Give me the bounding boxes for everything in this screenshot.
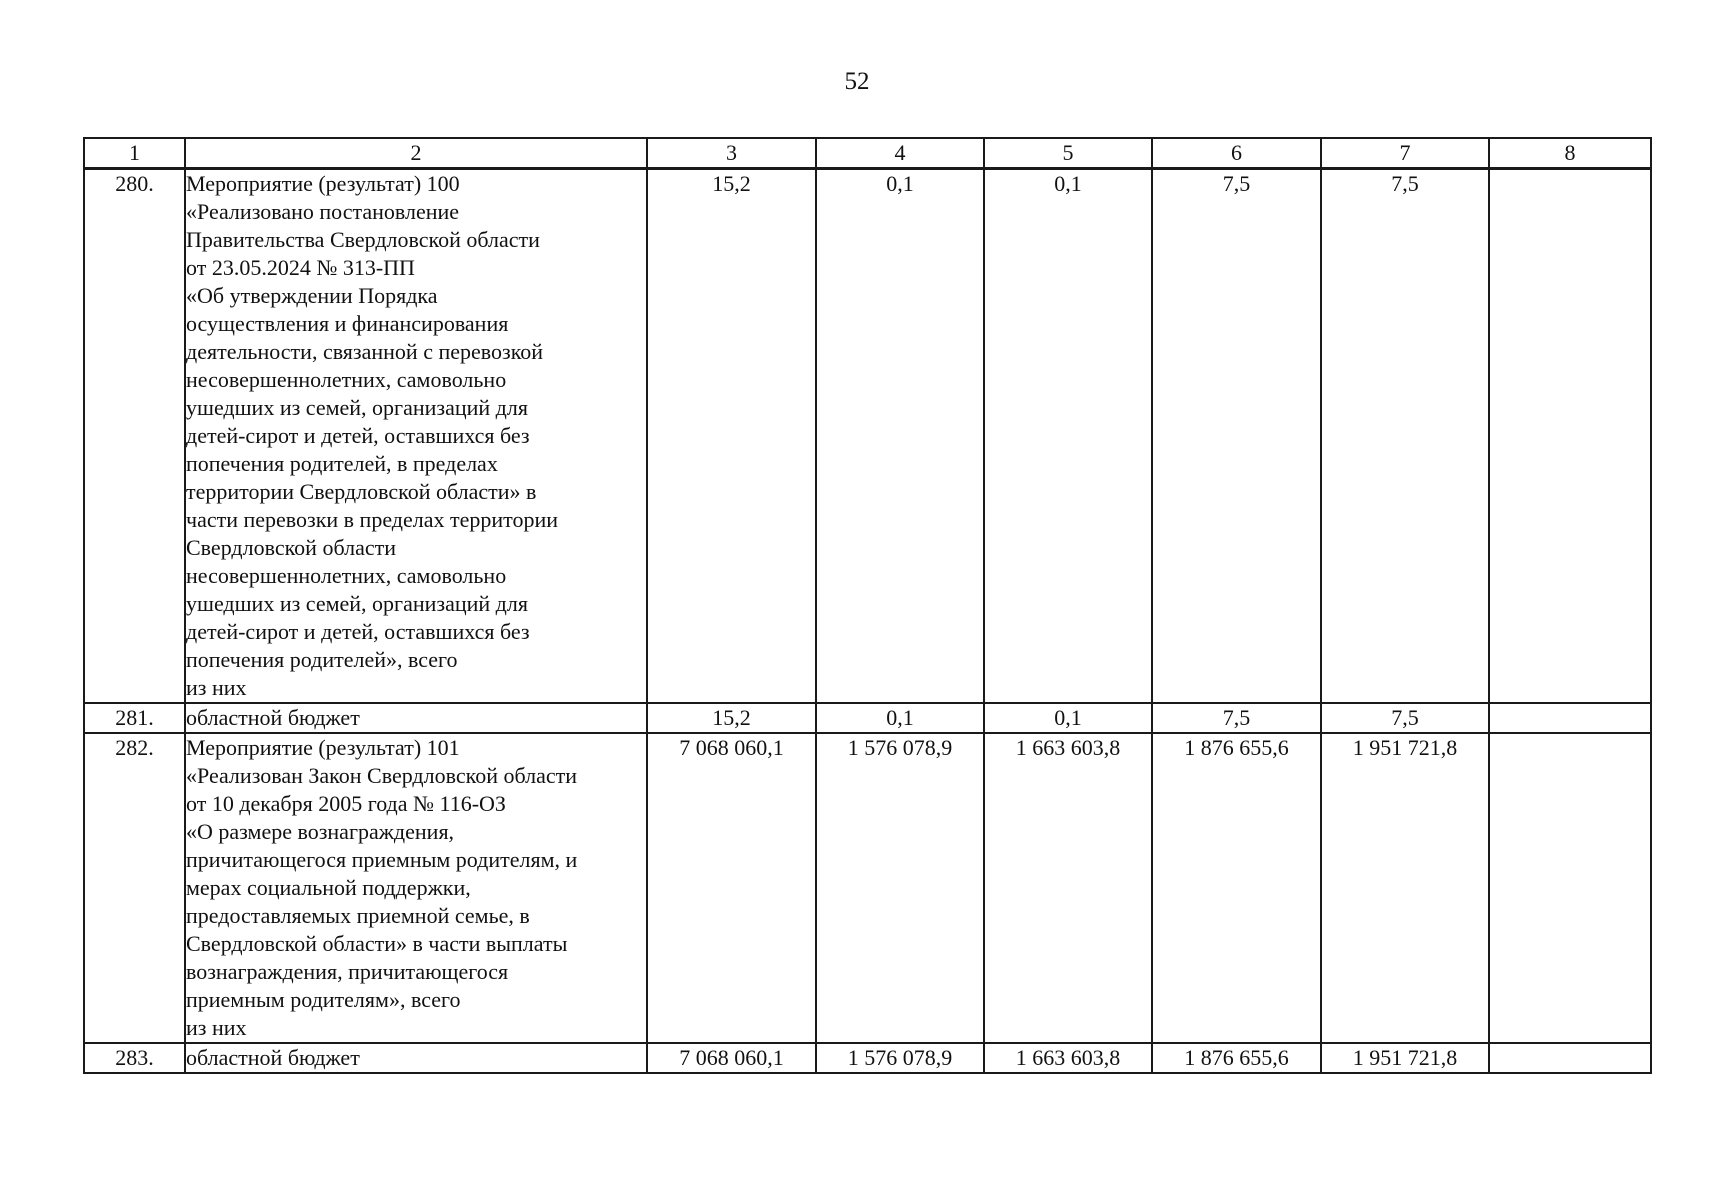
row-value-col-4: 1 576 078,9 (816, 1043, 984, 1073)
row-description: Мероприятие (результат) 101 «Реализован Закон Свердловской области от 10 декабря 2005 года № 116-ОЗ «О размере вознаграждения, причитающегося приемным родителям, и мерах социальной поддержки, предоставляемых приемной семье, в Свердловской области» в части выплаты вознаграждения, причитающегося приемным родителям», всего из них (185, 733, 647, 1043)
row-value-col-8 (1489, 703, 1651, 733)
row-value-col-5: 0,1 (984, 703, 1152, 733)
table-row (84, 703, 1651, 733)
table-header (84, 138, 1651, 169)
row-description: областной бюджет (185, 703, 647, 733)
row-number: 280. (84, 169, 185, 704)
row-value-col-4: 0,1 (816, 169, 984, 704)
row-description: Мероприятие (результат) 100 «Реализовано постановление Правительства Свердловской области от 23.05.2024 № 313-ПП «Об утверждении Порядка осуществления и финансирования деятельности, связанной с перевозкой несовершеннолетних, самовольно ушедших из семей, организаций для детей-сирот и детей, оставшихся без попечения родителей, в пределах территории Свердловской области» в части перевозки в пределах территории Свердловской области несовершеннолетних, самовольно ушедших из семей, организаций для детей-сирот и детей, оставшихся без попечения родителей», всего из них (185, 169, 647, 704)
header-col-4: 4 (816, 138, 984, 169)
table-row (84, 1043, 1651, 1073)
table-row (84, 169, 1651, 704)
row-description: областной бюджет (185, 1043, 647, 1073)
row-value-col-6: 7,5 (1152, 169, 1321, 704)
row-value-col-3: 15,2 (647, 703, 816, 733)
row-value-col-8 (1489, 733, 1651, 1043)
row-value-col-8 (1489, 169, 1651, 704)
row-number: 282. (84, 733, 185, 1043)
row-value-col-5: 1 663 603,8 (984, 733, 1152, 1043)
header-col-8: 8 (1489, 138, 1651, 169)
row-value-col-6: 7,5 (1152, 703, 1321, 733)
header-col-3: 3 (647, 138, 816, 169)
header-col-7: 7 (1321, 138, 1489, 169)
row-value-col-3: 7 068 060,1 (647, 1043, 816, 1073)
table-row (84, 733, 1651, 1043)
row-value-col-5: 1 663 603,8 (984, 1043, 1152, 1073)
row-value-col-6: 1 876 655,6 (1152, 1043, 1321, 1073)
row-value-col-7: 7,5 (1321, 703, 1489, 733)
row-number: 281. (84, 703, 185, 733)
row-value-col-7: 7,5 (1321, 169, 1489, 704)
header-col-5: 5 (984, 138, 1152, 169)
row-value-col-5: 0,1 (984, 169, 1152, 704)
row-value-col-3: 15,2 (647, 169, 816, 704)
row-value-col-7: 1 951 721,8 (1321, 733, 1489, 1043)
budget-table (83, 137, 1652, 1074)
row-number: 283. (84, 1043, 185, 1073)
header-col-6: 6 (1152, 138, 1321, 169)
header-row (84, 138, 1651, 169)
row-value-col-3: 7 068 060,1 (647, 733, 816, 1043)
row-value-col-4: 1 576 078,9 (816, 733, 984, 1043)
row-value-col-4: 0,1 (816, 703, 984, 733)
header-col-2: 2 (185, 138, 647, 169)
row-value-col-7: 1 951 721,8 (1321, 1043, 1489, 1073)
page-number: 52 (844, 68, 870, 95)
header-col-1: 1 (84, 138, 185, 169)
row-value-col-8 (1489, 1043, 1651, 1073)
row-value-col-6: 1 876 655,6 (1152, 733, 1321, 1043)
